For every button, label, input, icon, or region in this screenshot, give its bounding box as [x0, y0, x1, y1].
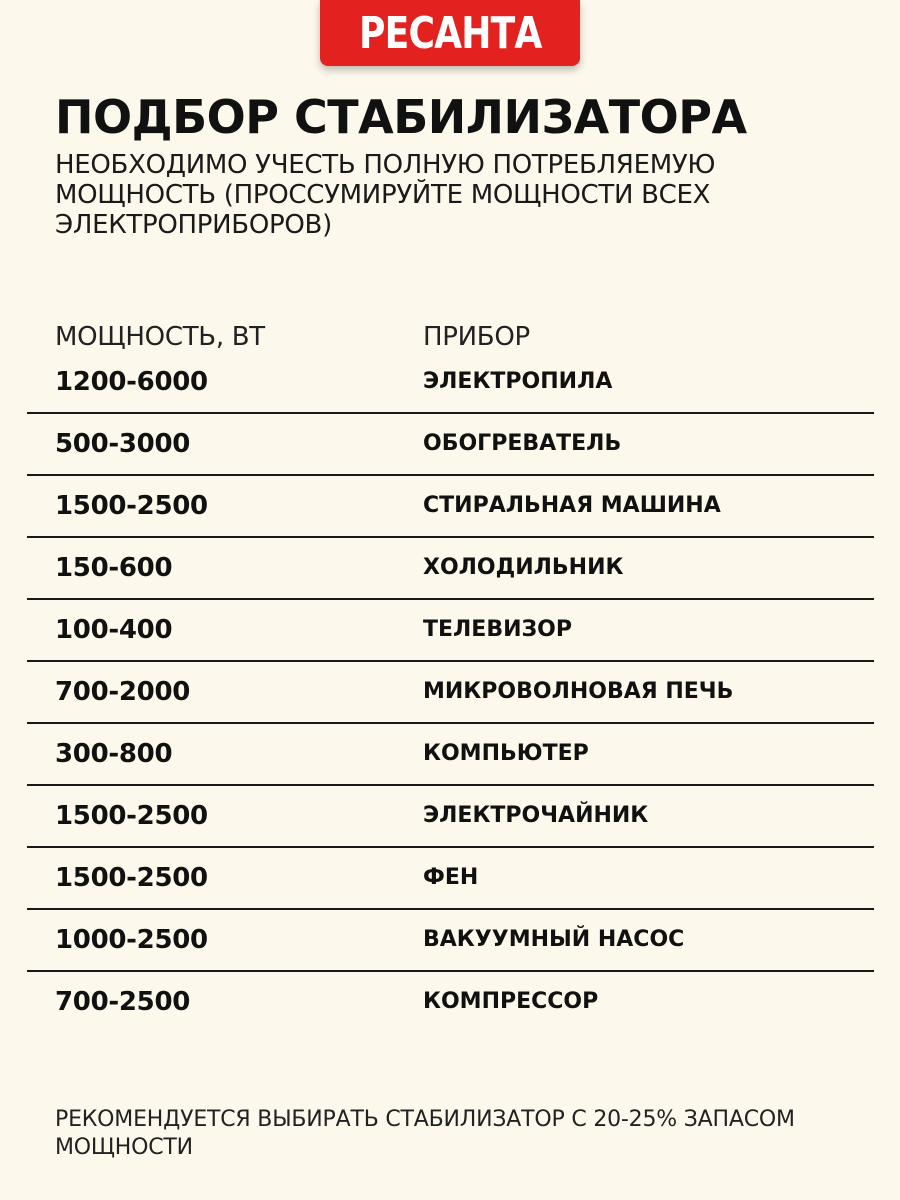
table-row [27, 910, 874, 972]
device-cell: СТИРАЛЬНАЯ МАШИНА [423, 493, 721, 518]
table-row [27, 600, 874, 662]
device-cell: КОМПЬЮТЕР [423, 741, 589, 766]
page-subtitle: НЕОБХОДИМО УЧЕСТЬ ПОЛНУЮ ПОТРЕБЛЯЕМУЮ МОЩНОСТЬ (ПРОССУМИРУЙТЕ МОЩНОСТИ ВСЕХ ЭЛЕКТРОПРИБОРОВ) [55, 150, 716, 240]
table-row [27, 476, 874, 538]
power-cell: 100-400 [55, 615, 173, 645]
power-cell: 1200-6000 [55, 367, 208, 397]
power-table [27, 352, 874, 1034]
power-cell: 1500-2500 [55, 801, 208, 831]
column-header-device: ПРИБОР [423, 322, 530, 352]
device-cell: ВАКУУМНЫЙ НАСОС [423, 927, 685, 952]
recommendation-note: РЕКОМЕНДУЕТСЯ ВЫБИРАТЬ СТАБИЛИЗАТОР С 20-25% ЗАПАСОМ МОЩНОСТИ [55, 1107, 795, 1160]
device-cell: ФЕН [423, 865, 479, 890]
brand-logo [320, 0, 580, 66]
table-row [27, 538, 874, 600]
column-header-power: МОЩНОСТЬ, ВТ [55, 322, 265, 352]
power-cell: 1000-2500 [55, 925, 208, 955]
power-cell: 150-600 [55, 553, 173, 583]
device-cell: ЭЛЕКТРОПИЛА [423, 369, 613, 394]
power-cell: 700-2000 [55, 677, 191, 707]
device-cell: ОБОГРЕВАТЕЛЬ [423, 431, 622, 456]
table-row [27, 848, 874, 910]
table-row [27, 662, 874, 724]
table-row [27, 414, 874, 476]
device-cell: ТЕЛЕВИЗОР [423, 617, 572, 642]
page-title: ПОДБОР СТАБИЛИЗАТОРА [55, 90, 747, 144]
power-cell: 500-3000 [55, 429, 191, 459]
power-cell: 1500-2500 [55, 863, 208, 893]
device-cell: ХОЛОДИЛЬНИК [423, 555, 624, 580]
table-row [27, 972, 874, 1034]
device-cell: КОМПРЕССОР [423, 989, 599, 1014]
brand-logo-text: РЕСАНТА [358, 7, 542, 59]
device-cell: ЭЛЕКТРОЧАЙНИК [423, 803, 649, 828]
table-row [27, 724, 874, 786]
power-cell: 1500-2500 [55, 491, 208, 521]
device-cell: МИКРОВОЛНОВАЯ ПЕЧЬ [423, 679, 734, 704]
power-cell: 300-800 [55, 739, 173, 769]
table-row [27, 786, 874, 848]
table-row [27, 352, 874, 414]
power-cell: 700-2500 [55, 987, 191, 1017]
